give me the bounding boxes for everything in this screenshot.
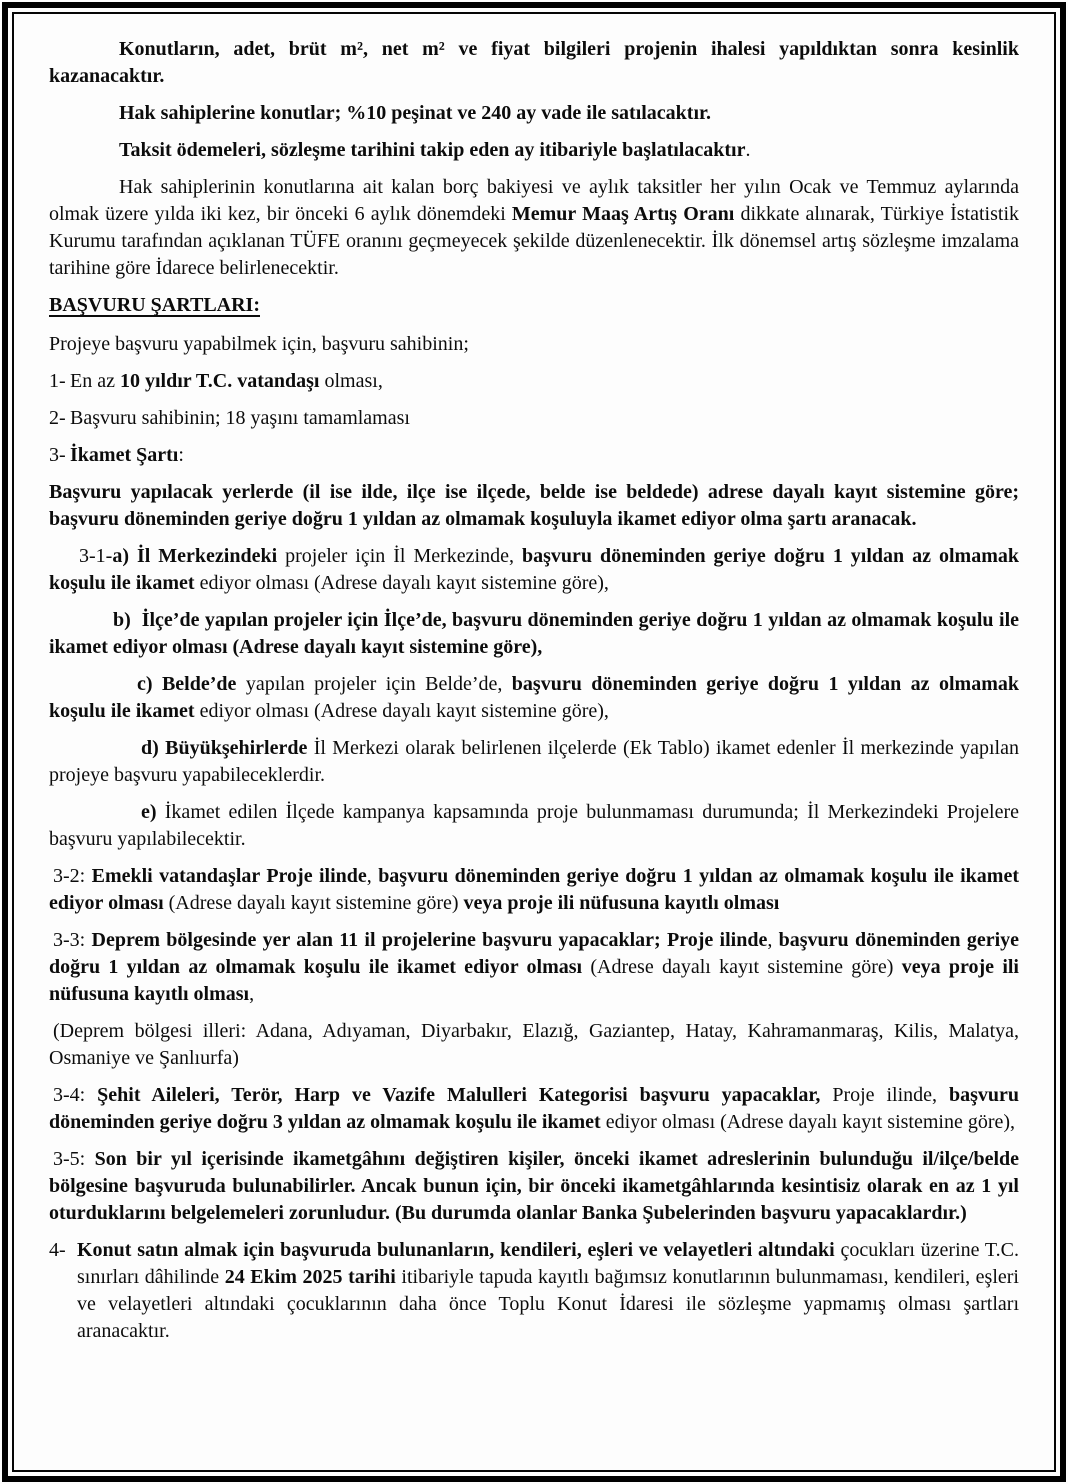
bold-text: başvuru döneminden geriye doğru 1 yıldan az olmamak koşulu ile ikamet ediyor olması xyxy=(49,929,1019,978)
text: , xyxy=(767,929,779,951)
bold-text: 24 Ekim 2025 tarihi xyxy=(224,1266,396,1288)
para-3-1-d xyxy=(49,735,1019,789)
text: yapılan projeler için Belde’de, xyxy=(236,673,512,695)
text: , xyxy=(366,865,379,887)
text: Projeye başvuru yapabilmek için, başvuru sahibinin; xyxy=(49,333,469,355)
text: 3-2: xyxy=(53,865,92,887)
text: Proje ilinde, xyxy=(820,1084,949,1106)
text: Başvuru sahibinin; 18 yaşını tamamlaması xyxy=(70,407,410,429)
text: dikkate alınarak, Türkiye İstatistik Kurumu tarafından açıklanan TÜFE oranını geçmeyecek şekilde düzenlenecektir. İlk dönemsel artış sözleşme imzalama tarihine göre İdarece belirlenecektir. xyxy=(49,203,1019,279)
text: ediyor olması (Adrese dayalı kayıt sistemine göre), xyxy=(194,572,609,594)
document-body xyxy=(49,36,1019,1466)
bold-text: BAŞVURU ŞARTLARI: xyxy=(49,294,260,316)
bold-text: başvuru döneminden geriye doğru 1 yıldan az olmamak koşulu ile ikamet xyxy=(49,673,1019,722)
bold-text: d) Büyükşehirlerde xyxy=(141,737,308,759)
text: , xyxy=(249,983,255,1005)
bold-text: başvuru döneminden geriye doğru 1 yıldan az olmamak koşulu ile ikamet xyxy=(49,545,1019,594)
bold-text: Konutların, adet, brüt m², net m² ve fiyat bilgileri projenin ihalesi yapıldıktan sonra kesinlik kazanacaktır. xyxy=(49,38,1019,87)
bold-text: e) xyxy=(141,801,157,823)
bold-text: 10 yıldır T.C. vatandaşı xyxy=(119,370,320,392)
bold-text: Memur Maaş Artış Oranı xyxy=(511,203,735,225)
text: 3-4: xyxy=(53,1084,98,1106)
text: 3-1- xyxy=(79,545,113,567)
bold-text: veya proje ili nüfusuna kayıtlı olması xyxy=(463,892,780,914)
para-hak-sahiplerine xyxy=(49,100,1019,127)
list-marker: 4- xyxy=(49,1239,66,1261)
text: 3-3: xyxy=(53,929,92,951)
text: 3-5: xyxy=(53,1148,95,1170)
text: itibariyle tapuda kayıtlı bağımsız konutlarının bulunmaması, kendileri, eşleri ve velayetleri altındaki çocuklarının daha önce Toplu Konut İdaresi ile sözleşme yapmamış olması şartları aranacaktır. xyxy=(77,1266,1019,1342)
text: ediyor olması (Adrese dayalı kayıt sistemine göre), xyxy=(194,700,609,722)
para-3-1-e xyxy=(49,799,1019,853)
text: (Adrese dayalı kayıt sistemine göre) xyxy=(163,892,464,914)
para-borc-bakiyesi xyxy=(49,174,1019,282)
para-3-5 xyxy=(49,1146,1019,1227)
text: : xyxy=(178,444,184,466)
bold-text: Deprem bölgesinde yer alan 11 il projelerine başvuru yapacaklar; Proje ilinde xyxy=(91,929,768,951)
list-item-1 xyxy=(49,368,1019,395)
para-taksit xyxy=(49,137,1019,164)
bold-text: veya proje ili nüfusuna kayıtlı olması xyxy=(49,956,1019,1005)
bold-text: Son bir yıl içerisinde ikametgâhını değiştiren kişiler, önceki ikamet adreslerinin bulunduğu il/ilçe/belde bölgesine başvuruda bulunabilirler. Ancak bunun için, bir önceki ikametgâhlarında kesintisiz olarak en az 1 yıl oturduklarını belgelemeleri zorunludur. (Bu durumda olanlar Banka Şubelerinden başvuru yapacaklardır.) xyxy=(49,1148,1019,1224)
text: (Adrese dayalı kayıt sistemine göre) xyxy=(582,956,902,978)
list-item-3 xyxy=(49,442,1019,469)
text: projeler için İl Merkezinde, xyxy=(277,545,522,567)
para-3-3 xyxy=(49,927,1019,1008)
text: . xyxy=(745,139,751,161)
para-ikamet-kosulu xyxy=(49,479,1019,533)
bold-text: İkamet Şartı xyxy=(70,444,179,466)
para-3-1-a xyxy=(49,543,1019,597)
bold-text: c) Belde’de xyxy=(137,673,237,695)
bold-text: Şehit Aileleri, Terör, Harp ve Vazife Malulleri Kategorisi başvuru yapacaklar, xyxy=(97,1084,821,1106)
list-marker: 2- xyxy=(49,407,66,429)
bold-text: başvuru döneminden geriye doğru 3 yıldan az olmamak koşulu ile ikamet xyxy=(49,1084,1019,1133)
bold-text: Hak sahiplerine konutlar; %10 peşinat ve 240 ay vade ile satılacaktır. xyxy=(119,102,712,124)
para-intro xyxy=(49,331,1019,358)
bold-text: Emekli vatandaşlar Proje ilinde xyxy=(91,865,367,887)
text: ediyor olması (Adrese dayalı kayıt sistemine göre), xyxy=(600,1111,1016,1133)
bold-text: a) İl Merkezindeki xyxy=(112,545,278,567)
para-3-1-b xyxy=(49,607,1019,661)
text: (Deprem bölgesi illeri: Adana, Adıyaman, Diyarbakır, Elazığ, Gaziantep, Hatay, Kahramanmaraş, Kilis, Malatya, Osmaniye ve Şanlıurfa) xyxy=(49,1020,1019,1069)
text: İl Merkezi olarak belirlenen ilçelerde (Ek Tablo) ikamet edenler İl merkezinde yapılan projeye başvuru yapabileceklerdir. xyxy=(49,737,1019,786)
bold-text: Konut satın almak için başvuruda bulunanların, kendileri, eşleri ve velayetleri altındaki xyxy=(77,1239,835,1261)
bold-text: b) İlçe’de yapılan projeler için İlçe’de, başvuru döneminden geriye doğru 1 yıldan az olmamak koşulu ile ikamet ediyor olması (Adrese dayalı kayıt sistemine göre), xyxy=(49,609,1019,658)
list-marker: 3- xyxy=(49,444,66,466)
text: Hak sahiplerinin konutlarına ait kalan borç bakiyesi ve aylık taksitler her yılın Ocak ve Temmuz aylarında olmak üzere yılda iki kez, bir önceki 6 aylık dönemdeki xyxy=(49,176,1019,225)
text: çocukları üzerine T.C. sınırları dâhilinde xyxy=(77,1239,1019,1288)
para-3-2 xyxy=(49,863,1019,917)
list-item-4 xyxy=(49,1237,1019,1345)
para-3-1-c xyxy=(49,671,1019,725)
section-heading-basvuru-sartlari xyxy=(49,292,1019,319)
text: En az xyxy=(70,370,120,392)
bold-text: Taksit ödemeleri, sözleşme tarihini takip eden ay itibariyle başlatılacaktır xyxy=(119,139,746,161)
text: İkamet edilen İlçede kampanya kapsamında proje bulunmaması durumunda; İl Merkezindeki Projelere başvuru yapılabilecektir. xyxy=(49,801,1019,850)
bold-text: Başvuru yapılacak yerlerde (il ise ilde, ilçe ise ilçede, belde ise beldede) adrese dayalı kayıt sistemine göre; başvuru döneminden geriye doğru 1 yıldan az olmamak koşuluyla ikamet ediyor olma şartı aranacak. xyxy=(49,481,1019,530)
bold-text: başvuru döneminden geriye doğru 1 yıldan az olmamak koşulu ile ikamet ediyor olması xyxy=(49,865,1019,914)
para-3-4 xyxy=(49,1082,1019,1136)
text: olması, xyxy=(319,370,383,392)
list-item-2 xyxy=(49,405,1019,432)
para-deprem-illeri xyxy=(49,1018,1019,1072)
para-konutlar xyxy=(49,36,1019,90)
list-marker: 1- xyxy=(49,370,66,392)
